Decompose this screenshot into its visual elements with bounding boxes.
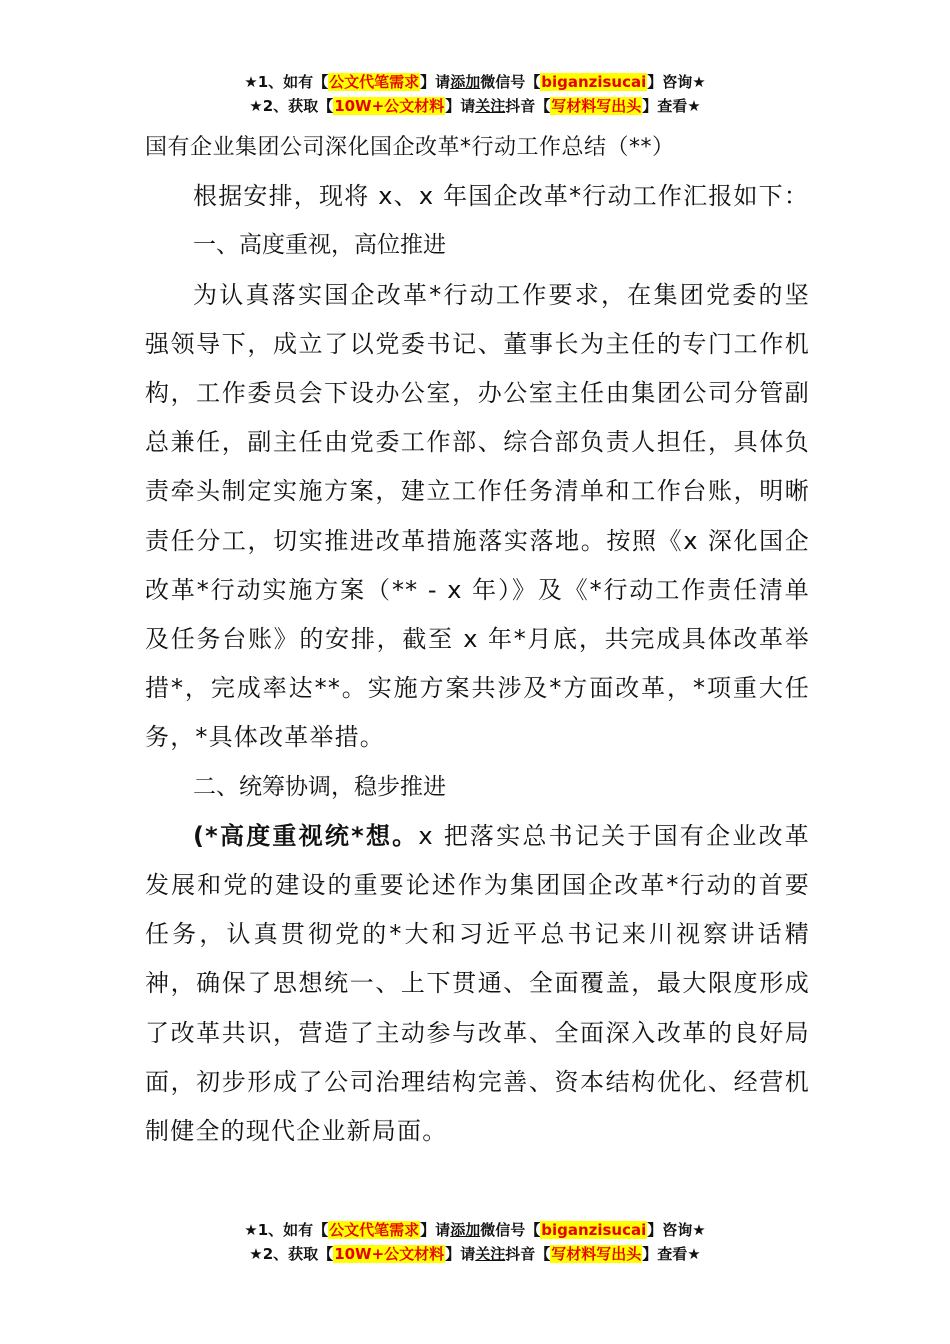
section-2-body (145, 812, 810, 1156)
top-banner-line-1 (0, 70, 950, 94)
bottom-banner-line-2 (0, 1242, 950, 1266)
banner-text: 】咨询★ (647, 1221, 706, 1239)
highlight-douyin-account: 写材料写出头 (551, 1245, 642, 1263)
section-1-body: 为认真落实国企改革*行动工作要求，在集团党委的坚强领导下，成立了以党委书记、董事长为主任的专门工作机构，工作委员会下设办公室，办公室主任由集团公司分管副总兼任，副主任由党委工作部、综合部负责人担任，具体负责牵头制定实施方案，建立工作任务清单和工作台账，明晰责任分工，切实推进改革措施落实落地。按照《x 深化国企改革*行动实施方案（** - x 年）》及《*行动工作责任清单及任务台账》的安排，截至 x 年*月底，共完成具体改革举措*，完成率达**。实施方案共涉及*方面改革，*项重大任务，*具体改革举措。 (145, 280, 810, 752)
banner-text: 】咨询★ (647, 73, 706, 91)
banner-underlined-text: 添加 (450, 1221, 481, 1239)
banner-text: ★2、获取【 (249, 1245, 334, 1263)
highlight-wechat-id: biganzisucai (541, 73, 647, 91)
highlight-ghostwriting: 公文代笔需求 (329, 73, 420, 91)
banner-underlined-text: 添加 (450, 73, 481, 91)
banner-text: 】请 (420, 1221, 451, 1239)
banner-text: 】请 (420, 73, 451, 91)
banner-text: ★1、如有【 (244, 1221, 329, 1239)
banner-underlined-text: 关注 (475, 97, 506, 115)
banner-text: ★1、如有【 (244, 73, 329, 91)
bottom-ad-banner (0, 1218, 950, 1266)
section-2-lead: (*高度重视统*想。 (193, 821, 419, 850)
top-ad-banner (0, 70, 950, 118)
banner-text: 微信号【 (480, 1221, 541, 1239)
banner-text: 】请 (445, 1245, 476, 1263)
highlight-ghostwriting: 公文代笔需求 (329, 1221, 420, 1239)
banner-underlined-text: 关注 (475, 1245, 506, 1263)
bottom-banner-line-1 (0, 1218, 950, 1242)
highlight-materials: 10W+公文材料 (334, 97, 445, 115)
intro-paragraph: 根据安排，现将 x、x 年国企改革*行动工作汇报如下： (193, 182, 810, 211)
section-2-heading: 二、统筹协调，稳步推进 (193, 773, 446, 800)
section-2-text: x 把落实总书记关于国有企业改革发展和党的建设的重要论述作为集团国企改革*行动的首要任务，认真贯彻党的*大和习近平总书记来川视察讲话精神，确保了思想统一、上下贯通、全面覆盖，最大限度形成了改革共识，营造了主动参与改革、全面深入改革的良好局面，初步形成了公司治理结构完善、资本结构优化、经营机制健全的现代企业新局面。 (145, 821, 810, 1146)
banner-text: 】请 (445, 97, 476, 115)
top-banner-line-2 (0, 94, 950, 118)
section-1-heading: 一、高度重视，高位推进 (193, 232, 446, 259)
banner-text: ★2、获取【 (249, 97, 334, 115)
banner-text: 微信号【 (480, 73, 541, 91)
banner-text: 抖音【 (505, 97, 551, 115)
highlight-douyin-account: 写材料写出头 (551, 97, 642, 115)
document-title: 国有企业集团公司深化国企改革*行动工作总结（**） (145, 135, 675, 160)
banner-text: 】查看★ (642, 97, 701, 115)
banner-text: 】查看★ (642, 1245, 701, 1263)
highlight-wechat-id: biganzisucai (541, 1221, 647, 1239)
banner-text: 抖音【 (505, 1245, 551, 1263)
document-body (145, 123, 810, 1156)
highlight-materials: 10W+公文材料 (334, 1245, 445, 1263)
